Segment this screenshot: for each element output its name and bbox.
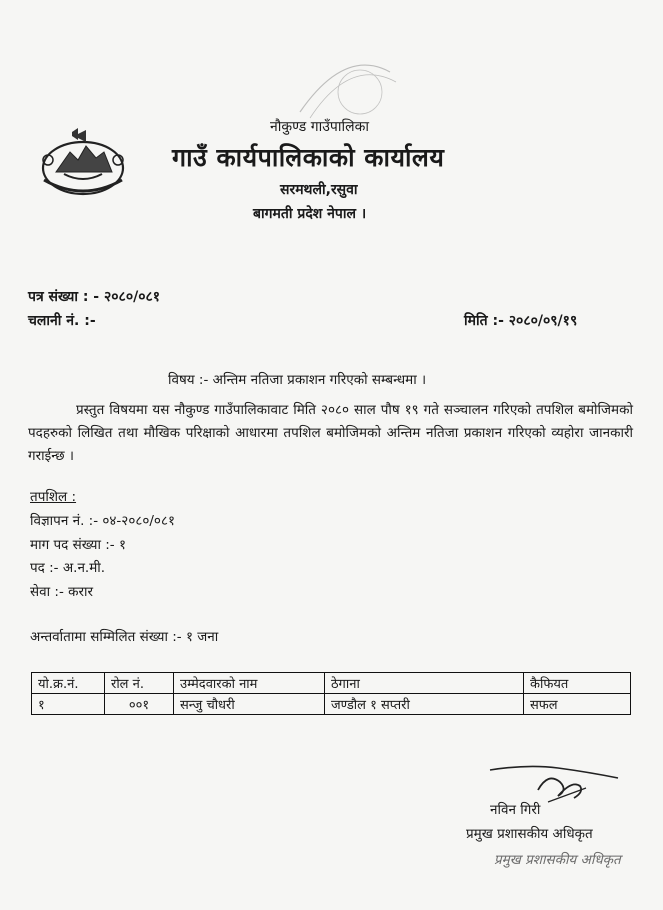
body-text: प्रस्तुत विषयमा यस नौकुण्ड गाउँपालिकावाट मिति २०८० साल पौष १९ गते सञ्चालन गरिएको तपशिल बमोजिमको पदहरुको लिखित तथा मौखिक परिक्षाको आधारमा तपशिल बमोजिमको अन्तिम नतिजा प्रकाशन गरिएको व्यहोरा जानकारी गराईन्छ । (28, 402, 633, 464)
address-line-2: बागमती प्रदेश नेपाल । (253, 206, 367, 222)
demand-posts: माग पद संख्या :- १ (30, 537, 126, 553)
letter-subject: विषय :- अन्तिम नतिजा प्रकाशन गरिएको सम्बन्धमा । (168, 372, 427, 388)
signatory-designation: प्रमुख प्रशासकीय अधिकृत (466, 826, 593, 842)
letter-date: मिति :- २०८०/०९/१९ (464, 313, 578, 329)
vacancy-number: विज्ञापन नं. :- ०४-२०८०/०८१ (30, 513, 175, 529)
table-row (32, 694, 631, 715)
address-line-1: सरमथली,रसुवा (280, 182, 358, 198)
col-address: ठेगाना (325, 673, 524, 694)
service-type: सेवा :- करार (30, 584, 94, 600)
cell-roll: ००१ (105, 694, 174, 715)
office-title: गाउँ कार्यपालिकाको कार्यालय (172, 143, 445, 172)
col-remarks: कैफियत (524, 673, 631, 694)
post-name: पद :- अ.न.मी. (30, 560, 106, 576)
interview-count: अन्तर्वातामा सम्मिलित संख्या :- १ जना (30, 629, 219, 645)
letter-number: पत्र संख्या : - २०८०/०८१ (28, 289, 161, 305)
nepal-emblem-icon (34, 124, 132, 198)
cell-name: सन्जु चौधरी (174, 694, 325, 715)
municipality-name: नौकुण्ड गाउँपालिका (270, 119, 369, 135)
col-roll: रोल नं. (105, 673, 174, 694)
signatory-name: नविन गिरी (490, 802, 541, 818)
office-stamp-icon (290, 52, 400, 122)
col-name: उम्मेदवारको नाम (174, 673, 325, 694)
cell-remarks: सफल (524, 694, 631, 715)
details-heading: तपशिल : (30, 489, 77, 505)
cell-address: जण्डौल १ सप्तरी (325, 694, 524, 715)
cell-serial: १ (32, 694, 105, 715)
result-table (31, 672, 631, 715)
body-paragraph (28, 399, 633, 468)
table-header-row (32, 673, 631, 694)
col-serial: यो.क्र.नं. (32, 673, 105, 694)
designation-stamp: प्रमुख प्रशासकीय अधिकृत (494, 852, 621, 868)
dispatch-number: चलानी नं. :- (28, 313, 96, 329)
